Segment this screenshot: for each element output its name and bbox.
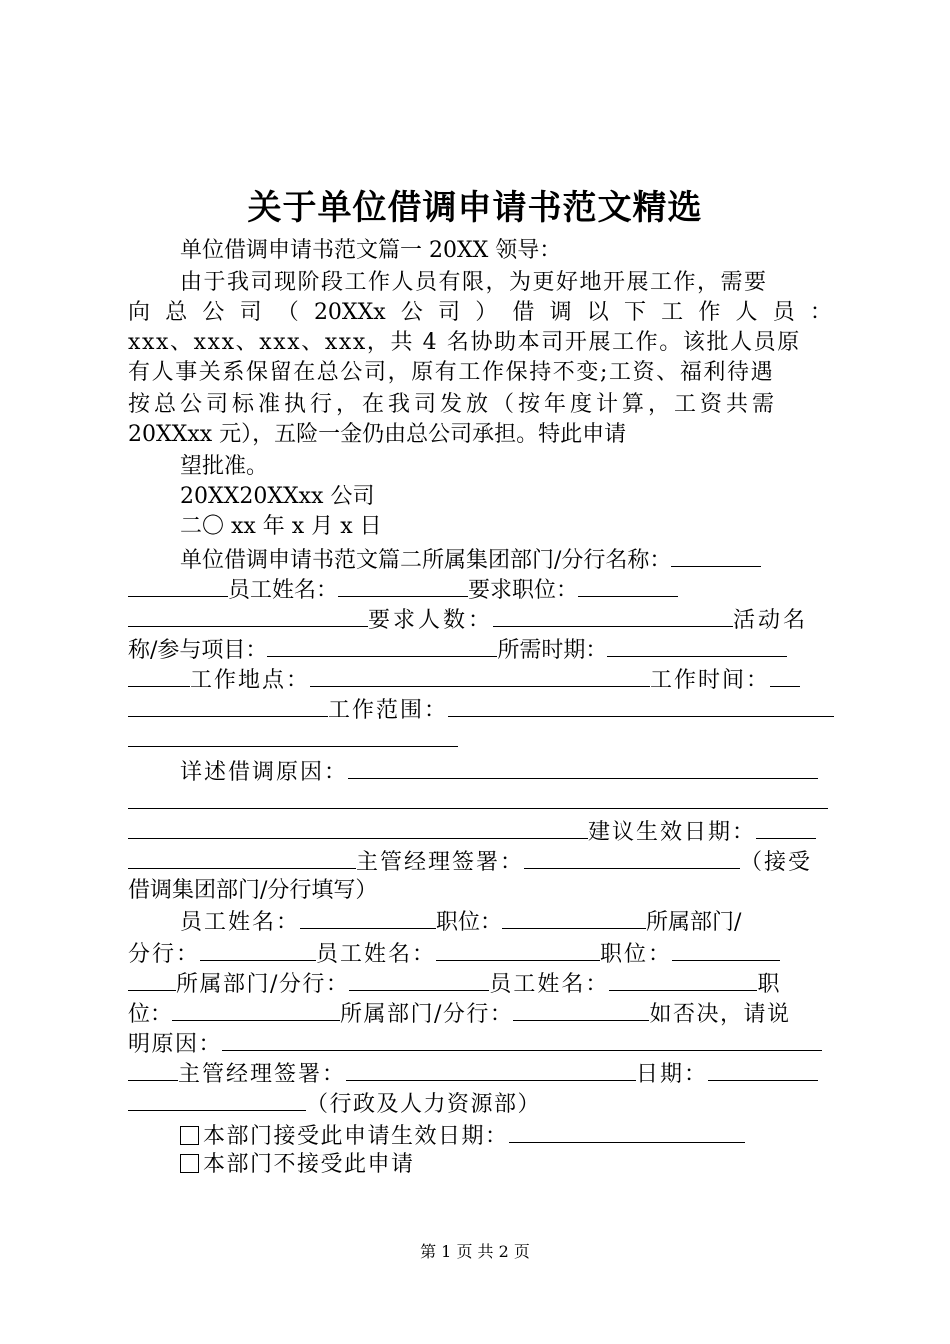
blank-field[interactable] <box>200 938 316 961</box>
blank-field[interactable] <box>671 544 761 567</box>
field-label-employee-name: 员工姓名： <box>180 910 301 935</box>
paragraph-body-line: 20XXxx 元），五险一金仍由总公司承担。特此申请 <box>128 422 627 447</box>
spread-word: 20XXx <box>313 300 386 325</box>
form-line <box>128 694 832 724</box>
blank-field[interactable] <box>300 906 436 929</box>
blank-field[interactable] <box>436 938 600 961</box>
field-label-position: 职位： <box>600 942 673 967</box>
blank-field[interactable] <box>708 1058 818 1081</box>
field-label-location: 工作地点： <box>190 668 311 693</box>
field-label-position: 位： <box>128 1002 173 1027</box>
reject-checkbox[interactable] <box>180 1154 199 1173</box>
paragraph-request: 望批准。 <box>180 454 269 479</box>
body-text: 由于我司现阶段工作人员有限，为更好地开展工作，需要 <box>180 270 768 295</box>
field-label-required-position: 要求职位： <box>468 578 579 603</box>
blank-field[interactable] <box>672 938 780 961</box>
blank-field[interactable] <box>128 664 190 687</box>
blank-field[interactable] <box>578 574 678 597</box>
blank-field[interactable] <box>756 816 816 839</box>
blank-field[interactable] <box>609 968 757 991</box>
field-label-manager-signature: 主管经理签署： <box>356 850 525 875</box>
spread-word: 以 <box>586 300 609 325</box>
form-line <box>128 724 832 754</box>
spread-word: 公 <box>202 300 225 325</box>
field-label-position: 职位： <box>436 910 503 935</box>
field-label-rejection-reason: 如否决，请说 <box>649 1002 791 1027</box>
field-label-project: 称/参与项目： <box>128 638 268 663</box>
spread-word: 向 <box>128 300 151 325</box>
field-label-department-branch: 所属部门/分行： <box>176 972 350 997</box>
blank-field[interactable] <box>128 1088 306 1111</box>
field-label-employee-name: 员工姓名： <box>489 972 610 997</box>
form-line <box>128 664 832 694</box>
blank-field[interactable] <box>310 664 650 687</box>
paragraph-body-line: xxx、xxx、xxx、xxx，共 4 名协助本司开展工作。该批人员原 <box>128 330 801 355</box>
field-label-activity: 活动名 <box>733 608 809 633</box>
spread-word: ） <box>475 300 498 325</box>
form-line <box>180 756 832 786</box>
blank-field[interactable] <box>128 604 368 627</box>
field-label-employee-name: 员工姓名： <box>316 942 437 967</box>
form-line <box>128 938 832 968</box>
spread-word: 作 <box>698 300 721 325</box>
form-line <box>128 1088 832 1118</box>
paragraph-body-line: 有人事关系保留在总公司，原有工作保持不变;工资、福利待遇 <box>128 360 775 385</box>
field-label-hr-department: （行政及人力资源部） <box>306 1092 542 1117</box>
field-label-headcount: 要求人数： <box>368 608 494 633</box>
accept-checkbox[interactable] <box>180 1126 199 1145</box>
blank-field[interactable] <box>172 998 340 1021</box>
spread-word: 总 <box>165 300 188 325</box>
paragraph-body-line: 按总公司标准执行，在我司发放（按年度计算，工资共需 <box>128 392 779 417</box>
paragraph-body-line <box>180 268 832 298</box>
form-line <box>128 998 832 1028</box>
field-label-scope: 工作范围： <box>328 698 449 723</box>
company-signature: 20XX20XXxx 公司 <box>180 484 375 509</box>
form-line <box>128 846 832 876</box>
signature-date: 二〇 xx 年 x 月 x 日 <box>180 514 382 539</box>
blank-field[interactable] <box>524 846 740 869</box>
spread-word: 工 <box>661 300 684 325</box>
blank-field[interactable] <box>348 756 818 779</box>
blank-field[interactable] <box>448 694 834 717</box>
checkbox-label-accept: 本部门接受此申请生效日期： <box>203 1124 509 1149</box>
blank-field[interactable] <box>493 604 733 627</box>
form-line <box>128 968 832 998</box>
form-line <box>128 1058 832 1088</box>
field-label-department: 所属部门/ <box>646 910 742 935</box>
blank-field[interactable] <box>128 816 588 839</box>
blank-field[interactable] <box>509 1120 745 1143</box>
field-label-period: 所需时期： <box>497 638 608 663</box>
form-line <box>128 574 832 604</box>
spread-word: 司 <box>438 300 461 325</box>
blank-field[interactable] <box>128 968 176 991</box>
field-label-department-branch: 所属部门/分行： <box>340 1002 514 1027</box>
blank-field[interactable] <box>349 968 489 991</box>
spread-word: 下 <box>623 300 646 325</box>
field-label-accept-note: （接受 <box>740 850 813 875</box>
blank-field[interactable] <box>607 634 787 657</box>
form-line <box>128 816 832 846</box>
field-label-work-time: 工作时间： <box>650 668 771 693</box>
spread-word: 人 <box>735 300 758 325</box>
blank-field[interactable] <box>502 906 646 929</box>
document-title: 关于单位借调申请书范文精选 <box>247 188 703 228</box>
blank-field[interactable] <box>128 786 828 809</box>
form-line <box>180 544 832 574</box>
blank-field[interactable] <box>770 664 800 687</box>
field-label-explain-reason: 明原因： <box>128 1032 223 1057</box>
spread-word: （ <box>276 300 299 325</box>
field-label-employee-name: 员工姓名： <box>228 578 339 603</box>
field-label-branch: 分行： <box>128 942 201 967</box>
field-label-manager-signature: 主管经理签署： <box>178 1062 347 1087</box>
field-label-branch-name: 单位借调申请书范文篇二所属集团部门/分行名称： <box>180 548 672 573</box>
paragraph-salutation: 单位借调申请书范文篇一 20XX 领导： <box>180 238 562 263</box>
field-label-effective-date: 建议生效日期： <box>588 820 757 845</box>
paragraph-body-line-spread <box>128 298 832 328</box>
field-label-position: 职 <box>757 972 780 997</box>
checkbox-label-reject: 本部门不接受此申请 <box>203 1152 415 1177</box>
blank-field[interactable] <box>128 724 458 747</box>
spread-word: ： <box>809 300 832 325</box>
blank-field[interactable] <box>128 574 228 597</box>
form-line <box>128 786 832 816</box>
form-line <box>128 604 832 634</box>
blank-field[interactable] <box>222 1028 822 1051</box>
blank-field[interactable] <box>128 1058 178 1081</box>
spread-word: 调 <box>549 300 572 325</box>
spread-word: 借 <box>512 300 535 325</box>
blank-field[interactable] <box>338 574 468 597</box>
form-line <box>128 634 832 664</box>
form-line: 借调集团部门/分行填写） <box>128 878 378 903</box>
spread-word: 司 <box>239 300 262 325</box>
blank-field[interactable] <box>346 1058 636 1081</box>
field-label-reason: 详述借调原因： <box>180 760 349 785</box>
blank-field[interactable] <box>128 846 356 869</box>
blank-field[interactable] <box>513 998 649 1021</box>
checkbox-line <box>180 1120 832 1150</box>
spread-word: 员 <box>772 300 795 325</box>
checkbox-line <box>180 1150 832 1180</box>
page-footer: 第 1 页 共 2 页 <box>420 1242 530 1261</box>
blank-field[interactable] <box>267 634 497 657</box>
field-label-date: 日期： <box>636 1062 709 1087</box>
form-line <box>128 1028 832 1058</box>
spread-word: 公 <box>400 300 423 325</box>
blank-field[interactable] <box>128 694 328 717</box>
form-line <box>180 906 832 936</box>
